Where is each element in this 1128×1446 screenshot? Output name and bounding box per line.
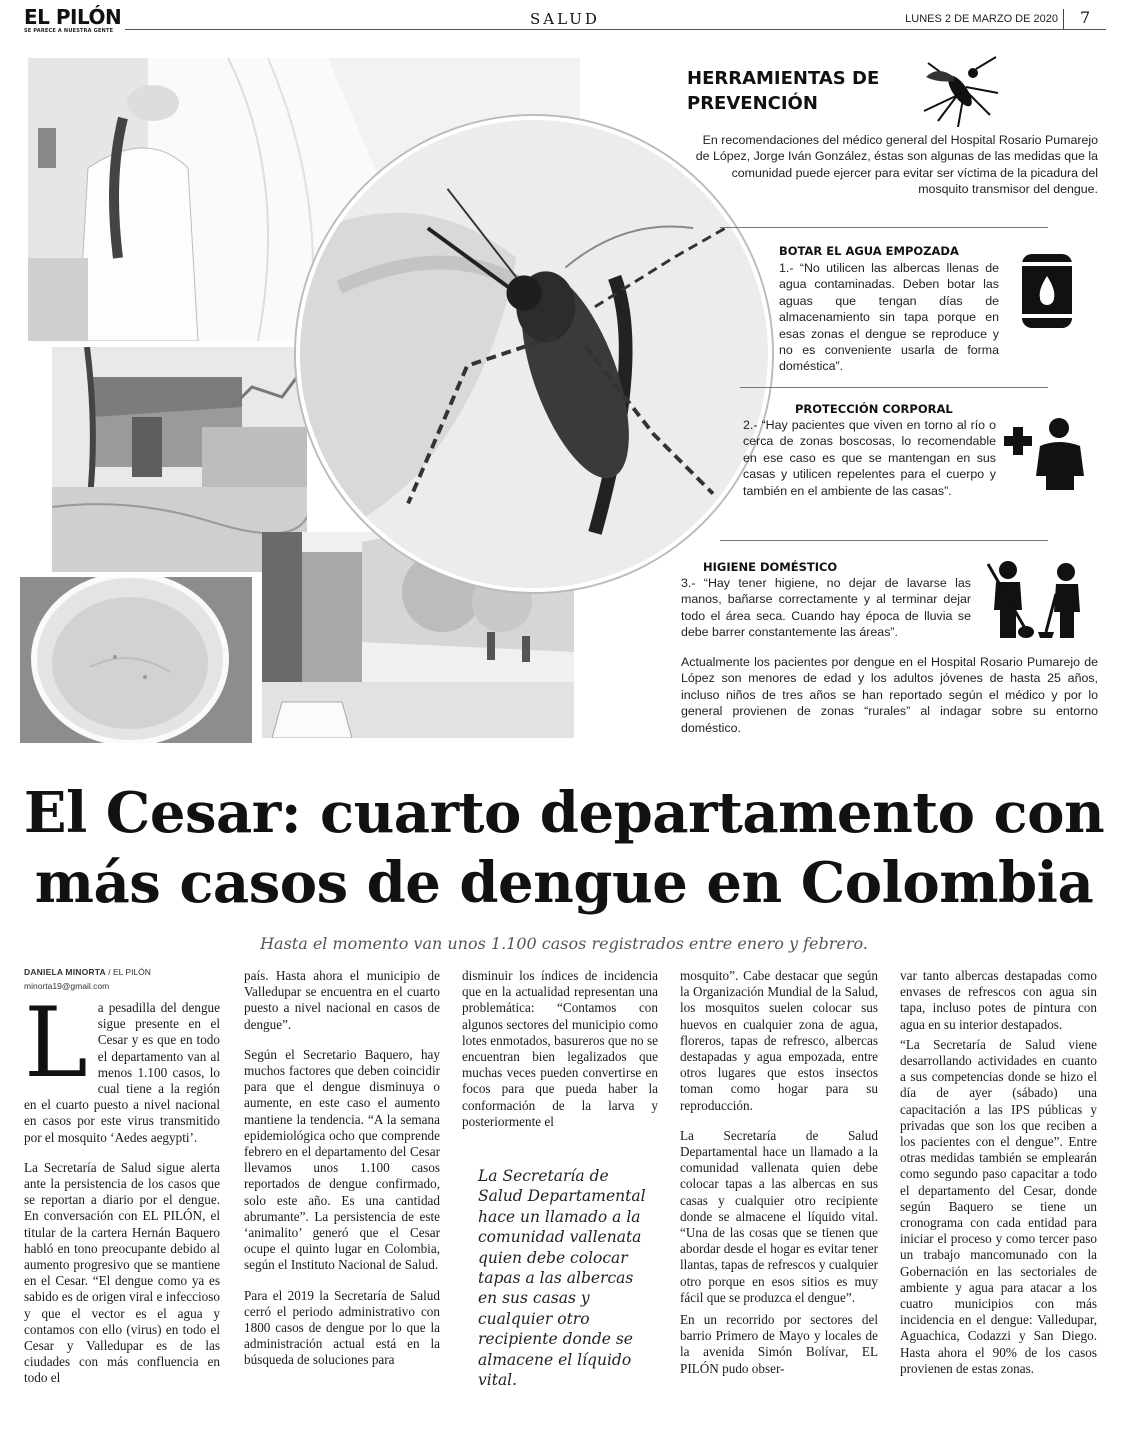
paragraph: La Secretaría de Salud sigue alerta ante la persistencia de los casos que se reportan a diario por el dengue. En conversación con EL PILÓN, el titular de la cartera Hernán Baquero habló en tono preocupante debido al aumento progresivo que se mantiene en el Cesar. “El dengue como ya es sabido es de origen viral e infeccioso y que el vector es el agua y contamos con ello (virus) en todo el Cesar y Valledupar es de las ciudades con más confluencia en todo el [24, 1159, 220, 1386]
column-1 [24, 987, 220, 1401]
paragraph: Para el 2019 la Secretaría de Salud cerró el periodo administrativo con 1800 casos de dengue por lo que la administración actual está en la búsqueda de soluciones para [244, 1287, 440, 1368]
tip-text-body: 2.- “Hay pacientes que viven en torno al río o cerca de zonas boscosas, lo recomendable en ese caso es que se mantengan en sus casas y utilicen repelentes para el cuerpo y también en el ambiente de las casas”. [743, 418, 996, 498]
article-headline [20, 778, 1108, 918]
paragraph: Según el Secretario Baquero, hay muchos factores que deben coincidir para que el dengue disminuya o aumente, en este caso el aumento mantiene la tendencia. “A la semana epidemiológica ocho que comprende febrero en el departamento del Cesar llevamos unos 1.100 casos reportados de dengue confirmado, solo este año. Es una cantidad abrumante”. La persistencia de este ‘animalito’ generó que el Cesar ocupe el quinto lugar en Colombia, según el Instituto Nacional de Salud. [244, 1046, 440, 1273]
medical-person-icon [1004, 416, 1086, 490]
column-2 [244, 968, 440, 1383]
sidebar-title [687, 66, 927, 116]
water-barrel-icon [1020, 248, 1074, 332]
cleaning-people-icon [986, 560, 1092, 640]
sidebar-outro: Actualmente los pacientes por dengue en el Hospital Rosario Pumarejo de López son menores de edad y los adultos jóvenes de hasta 25 años, incluso niños de tres años se han reportado según el médico y por lo general provienen de zonas “rurales” al indagar sobre su entorno doméstico. [681, 655, 1098, 735]
byline-outlet: / EL PILÓN [108, 967, 151, 977]
paragraph: var tanto albercas destapadas como envases de refrescos con agua sin tapa, incluso potes de pintura con agua en su interior destapados. [900, 968, 1097, 1032]
brand-slogan: SE PARECE A NUESTRA GENTE [24, 28, 114, 34]
paragraph: a pesadilla del dengue sigue presente en el Cesar y es que en todo el departamento van al menos 1.100 casos, lo cual tiene a la región en el cuarto puesto a nivel nacional en casos por este virus transmitido por el mosquito ‘Aedes aegypti’. [24, 1000, 220, 1145]
masthead-rule [125, 29, 1106, 30]
column-3 [462, 968, 658, 1144]
tip-title-water: BOTAR EL AGUA EMPOZADA [779, 244, 959, 258]
sidebar-rule [740, 387, 1048, 388]
mosquito-icon [918, 55, 1002, 129]
drop-cap: L [24, 987, 88, 1099]
paragraph: mosquito”. Cabe destacar que según la Organización Mundial de la Salud, los mosquitos suelen colocar sus huevos en cualquier zona de agua, floreros, tapas de refresco, albercas destapadas y agua empozada, entre otros lugares que estos insectos toman como hogar para su reproducción. [680, 968, 878, 1113]
tip-title-hygiene: HIGIENE DOMÉSTICO [703, 560, 838, 574]
column-5 [900, 968, 1097, 1391]
paragraph: país. Hasta ahora el municipio de Valledupar se encuentra en el cuarto puesto a nivel nacional en casos de dengue”. [244, 968, 440, 1032]
headline-line2: más casos de dengue en Colombia [34, 850, 1094, 916]
brand-name: EL PILÓN [24, 5, 122, 29]
sidebar-rule [720, 227, 1048, 228]
paragraph: disminuir los índices de incidencia que en la actualidad representan una problemática: “Contamos con algunos sectores del municipio como lotes enmotados, basureros que no se encuentran bien legalizados que muchas veces pueden convertirse en focos para que pueda haber la conformación de la larva y posteriormente el [462, 968, 658, 1129]
sidebar-title-line2: PREVENCIÓN [687, 93, 818, 114]
paragraph: “La Secretaría de Salud viene desarrollando actividades en cuanto a sus competencias donde se hizo el día de ayer (sábado) una capacitación a las IPS públicas y privadas que son los que reciben a los pacientes con el dengue”. Entre otras medidas también se emplearán como segundo paso capacitar a todo el departamento del Cesar, donde según Baquero se tiene un cronograma con cada entidad para iniciar el proceso y como tercer paso un trabajo mancomunado con la Gobernación en las sectoriales de ambiente y agua para atacar a los cuatro municipios con más incidencia en el dengue: Valledupar, Aguachica, Codazzi y San Diego. Hasta ahora el 90% de los casos provienen de estas zonas. [900, 1036, 1097, 1376]
section-label: SALUD [530, 10, 600, 28]
tip-text-hygiene: 3.- “Hay tener higiene, no dejar de lavarse las manos, bañarse correctamente y al terminar dejar todo el área seca. Cuando hay época de lluvia se debe barrer constantemente las áreas”. [681, 576, 971, 640]
byline [24, 967, 151, 977]
article-deck: Hasta el momento van unos 1.100 casos registrados entre enero y febrero. [260, 934, 868, 953]
water-tub-photo [20, 577, 252, 743]
headline-line1: El Cesar: cuarto departamento con [23, 780, 1105, 846]
tip-text-water: 1.- “No utilicen las albercas llenas de agua contaminadas. Deben botar las aguas que tengan días de almacenamiento sin tapa porque en esas zonas el dengue se reproduce y no es conveniente usarla de forma doméstica”. [779, 261, 999, 374]
author-name: DANIELA MINORTA [24, 967, 106, 977]
tip-title-body: PROTECCIÓN CORPORAL [795, 402, 953, 416]
page-separator [1063, 9, 1064, 29]
page-number: 7 [1080, 8, 1091, 27]
paragraph: En un recorrido por sectores del barrio Primero de Mayo y locales de la avenida Simón Bolívar, EL PILÓN pudo obser- [680, 1312, 878, 1376]
sidebar-title-line1: HERRAMIENTAS DE [687, 68, 880, 89]
sidebar-intro: En recomendaciones del médico general del Hospital Rosario Pumarejo de López, Jorge Iván González, éstas son algunas de las medidas que la comunidad puede ejercer para evitar ser víctima de la picadura del mosquito transmisor del dengue. [695, 133, 1098, 197]
sidebar-rule [720, 540, 1048, 541]
masthead-brand[interactable] [24, 6, 121, 34]
paragraph: La Secretaría de Salud Departamental hace un llamado a la comunidad vallenata quien debe colocar tapas a las albercas en sus casas y cualquier otro recipiente donde se almacene el líquido vital. “Una de las cosas que se tienen que abordar desde el hogar es evitar tener llantas, tapas de refrescos y cualquier otro porque en esos sitios es muy fácil que se produzca el dengue”. [680, 1127, 878, 1305]
author-email[interactable]: minorta19@gmail.com [24, 981, 110, 991]
column-4 [680, 968, 878, 1391]
issue-date: LUNES 2 DE MARZO DE 2020 [905, 13, 1058, 25]
pull-quote: La Secretaría de Salud Departamental hace un llamado a la comunidad vallenata quien debe colocar tapas a las albercas en sus casas y cualquier otro recipiente donde se almacene el líquido vital. [478, 1167, 646, 1390]
